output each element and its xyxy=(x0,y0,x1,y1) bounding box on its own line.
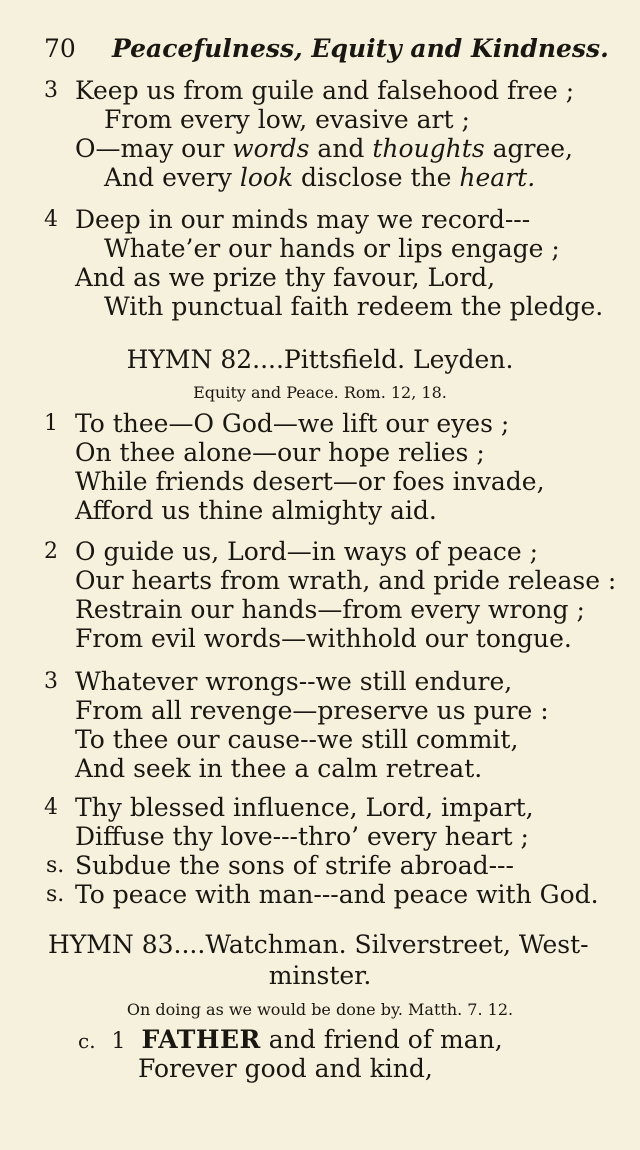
verse-line xyxy=(44,409,624,438)
hymn83-line-2: Forever good and kind, xyxy=(138,1054,433,1083)
verse-text: While friends desert—or foes invade, xyxy=(75,467,545,496)
verse-text: From every low, evasive art ; xyxy=(104,105,470,134)
stanza-number: 4 xyxy=(44,795,58,820)
hymn82-stanza-3 xyxy=(44,667,624,783)
verse-line xyxy=(44,467,624,496)
verse-line xyxy=(44,725,624,754)
verse-text: O guide us, Lord—in ways of peace ; xyxy=(75,537,539,566)
verse-line xyxy=(44,624,624,653)
emphasis-thoughts: thoughts xyxy=(372,134,485,163)
verse-text: Subdue the sons of strife abroad--- xyxy=(75,851,514,880)
verse-text: From all revenge—preserve us pure : xyxy=(75,696,549,725)
verse-line xyxy=(44,105,624,134)
running-title: Peacefulness, Equity and Kindness. xyxy=(112,34,609,63)
verse-text: Our hearts from wrath, and pride release : xyxy=(75,566,617,595)
verse-line xyxy=(44,163,624,192)
verse-text: From evil words—withhold our tongue. xyxy=(75,624,572,653)
verse-line xyxy=(44,667,624,696)
verse-text: With punctual faith redeem the pledge. xyxy=(104,292,604,321)
dynamic-mark: c. xyxy=(78,1029,96,1053)
verse-text: Whatever wrongs--we still endure, xyxy=(75,667,513,696)
hymn-82-subtitle: Equity and Peace. Rom. 12, 18. xyxy=(193,383,447,402)
text-run: agree, xyxy=(484,134,573,163)
verse-text: To peace with man---and peace with God. xyxy=(75,880,599,909)
verse-line xyxy=(44,566,624,595)
verse-text: To thee our cause--we still commit, xyxy=(75,725,519,754)
verse-text: Diffuse thy love---thro’ every heart ; xyxy=(75,822,529,851)
verse-line xyxy=(44,537,624,566)
hymn83-line-1 xyxy=(78,1025,503,1054)
hymn82-stanza-1 xyxy=(44,409,624,525)
text-run: and xyxy=(309,134,373,163)
verse-line xyxy=(44,76,624,105)
hymn82-stanza-4 xyxy=(44,793,624,909)
stanza-number: 1 xyxy=(44,411,58,436)
verse-line xyxy=(44,292,624,321)
hymn82-stanza-2 xyxy=(44,537,624,653)
verse-line xyxy=(44,263,624,292)
dynamic-mark: s. xyxy=(46,853,65,878)
verse-line xyxy=(44,496,624,525)
verse-line xyxy=(44,595,624,624)
verse-line xyxy=(44,234,624,263)
verse-line xyxy=(44,438,624,467)
hymn-83-subtitle: On doing as we would be done by. Matth. 7. 12. xyxy=(126,1000,514,1019)
stanza-number: 3 xyxy=(44,669,58,694)
text-run: And every xyxy=(104,163,240,192)
verse-line xyxy=(44,851,624,880)
verse-text: On thee alone—our hope relies ; xyxy=(75,438,485,467)
verse-text: Deep in our minds may we record--- xyxy=(75,205,531,234)
hymn81-stanza-4 xyxy=(44,205,624,321)
hymn-83-title: HYMN 83....Watchman. Silverstreet, West- xyxy=(48,930,589,959)
hymn-82-title: HYMN 82....Pittsfield. Leyden. xyxy=(126,345,514,374)
hymn81-stanza-3 xyxy=(44,76,624,192)
verse-text: And seek in thee a calm retreat. xyxy=(75,754,483,783)
text-run: disclose the xyxy=(293,163,460,192)
verse-line xyxy=(44,696,624,725)
verse-text: Afford us thine almighty aid. xyxy=(75,496,437,525)
verse-text: Thy blessed influence, Lord, impart, xyxy=(75,793,534,822)
text-run: O—may our xyxy=(75,134,233,163)
verse-line xyxy=(44,134,624,163)
verse-line xyxy=(44,880,624,909)
verse-text xyxy=(104,163,535,192)
verse-text: And as we prize thy favour, Lord, xyxy=(75,263,496,292)
stanza-number: 2 xyxy=(44,539,58,564)
verse-line xyxy=(44,754,624,783)
emphasis-words: words xyxy=(232,134,310,163)
stanza-number: 3 xyxy=(44,78,58,103)
dynamic-mark: s. xyxy=(46,882,65,907)
stanza-number: 4 xyxy=(44,207,58,232)
verse-text: Whate’er our hands or lips engage ; xyxy=(104,234,560,263)
verse-text: Restrain our hands—from every wrong ; xyxy=(75,595,585,624)
page-header xyxy=(44,34,609,68)
verse-line xyxy=(44,793,624,822)
hymn-83-title-continued: minster. xyxy=(268,961,372,990)
page-number: 70 xyxy=(44,34,76,63)
verse-text xyxy=(75,134,573,163)
emphasis-heart: heart. xyxy=(459,163,536,192)
verse-line xyxy=(44,205,624,234)
verse-text: Keep us from guile and falsehood free ; xyxy=(75,76,575,105)
emphasis-look: look xyxy=(239,163,294,192)
verse-text: To thee—O God—we lift our eyes ; xyxy=(75,409,510,438)
stanza-number: 1 xyxy=(111,1029,126,1054)
verse-text: and friend of man, xyxy=(260,1025,503,1054)
first-word: FATHER xyxy=(141,1025,261,1054)
verse-line xyxy=(44,822,624,851)
